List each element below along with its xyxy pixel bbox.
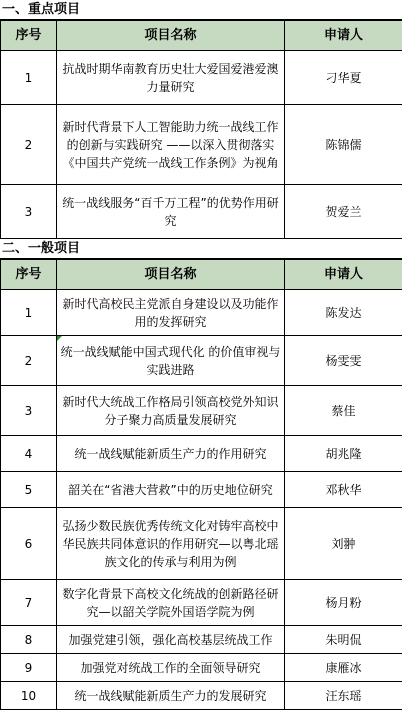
row-applicant: 蔡佳 — [285, 386, 402, 436]
table-row — [1, 654, 402, 682]
row-applicant: 杨雯雯 — [285, 336, 402, 386]
table-row — [1, 472, 402, 508]
row-no: 7 — [1, 580, 57, 626]
row-no: 1 — [1, 290, 57, 336]
row-project-name: 加强党对统战工作的全面领导研究 — [57, 654, 285, 682]
row-applicant: 贺爱兰 — [285, 185, 402, 239]
row-project-name: 韶关在“省港大营救”中的历史地位研究 — [57, 472, 285, 508]
table-row — [1, 105, 402, 185]
row-applicant: 朱明侃 — [285, 626, 402, 654]
table-row — [1, 626, 402, 654]
section-title-key: 一、重点项目 — [0, 0, 402, 20]
key-projects-table — [0, 20, 402, 239]
row-no: 6 — [1, 508, 57, 580]
row-applicant: 刁华夏 — [285, 51, 402, 105]
row-no: 2 — [1, 336, 57, 386]
row-applicant: 陈锦儒 — [285, 105, 402, 185]
table-header-row — [1, 260, 402, 290]
row-no: 10 — [1, 682, 57, 710]
row-no: 9 — [1, 654, 57, 682]
table-row — [1, 336, 402, 386]
general-projects-table — [0, 259, 402, 710]
row-no: 3 — [1, 185, 57, 239]
section-title-general: 二、一般项目 — [0, 239, 402, 259]
table-row — [1, 436, 402, 472]
row-no: 8 — [1, 626, 57, 654]
table-row — [1, 51, 402, 105]
row-project-name: 统一战线赋能中国式现代化 的价值审视与实践进路 — [57, 336, 285, 386]
row-project-name: 统一战线赋能新质生产力的作用研究 — [57, 436, 285, 472]
table-row — [1, 682, 402, 710]
row-applicant: 胡兆隆 — [285, 436, 402, 472]
row-project-name: 统一战线赋能新质生产力的发展研究 — [57, 682, 285, 710]
row-applicant: 汪东瑶 — [285, 682, 402, 710]
row-project-name: 新时代大统战工作格局引领高校党外知识分子聚力高质量发展研究 — [57, 386, 285, 436]
row-applicant: 陈发达 — [285, 290, 402, 336]
row-no: 3 — [1, 386, 57, 436]
row-applicant: 刘翀 — [285, 508, 402, 580]
row-project-name: 加强党建引领，强化高校基层统战工作 — [57, 626, 285, 654]
row-project-name: 弘扬少数民族优秀传统文化对铸牢高校中华民族共同体意识的作用研究—以粤北瑶族文化的传承与利用为例 — [57, 508, 285, 580]
row-project-name: 新时代背景下人工智能助力统一战线工作的创新与实践研究 ——以深入贯彻落实《中国共产党统一战线工作条例》为视角 — [57, 105, 285, 185]
row-project-name: 统一战线服务“百千万工程”的优势作用研究 — [57, 185, 285, 239]
row-applicant: 邓秋华 — [285, 472, 402, 508]
row-project-name: 数字化背景下高校文化统战的创新路径研究—以韶关学院外国语学院为例 — [57, 580, 285, 626]
row-project-name: 新时代高校民主党派自身建设以及功能作用的发挥研究 — [57, 290, 285, 336]
row-applicant: 康雁冰 — [285, 654, 402, 682]
header-name: 项目名称 — [57, 260, 285, 290]
table-row — [1, 185, 402, 239]
row-no: 5 — [1, 472, 57, 508]
table-header-row — [1, 21, 402, 51]
table-row — [1, 386, 402, 436]
table-row — [1, 508, 402, 580]
row-project-name: 抗战时期华南教育历史壮大爱国爱港爱澳力量研究 — [57, 51, 285, 105]
table-row — [1, 290, 402, 336]
header-name: 项目名称 — [57, 21, 285, 51]
header-applicant: 申请人 — [285, 260, 402, 290]
row-no: 4 — [1, 436, 57, 472]
header-applicant: 申请人 — [285, 21, 402, 51]
row-no: 1 — [1, 51, 57, 105]
header-no: 序号 — [1, 21, 57, 51]
header-no: 序号 — [1, 260, 57, 290]
table-row — [1, 580, 402, 626]
row-no: 2 — [1, 105, 57, 185]
row-applicant: 杨月粉 — [285, 580, 402, 626]
